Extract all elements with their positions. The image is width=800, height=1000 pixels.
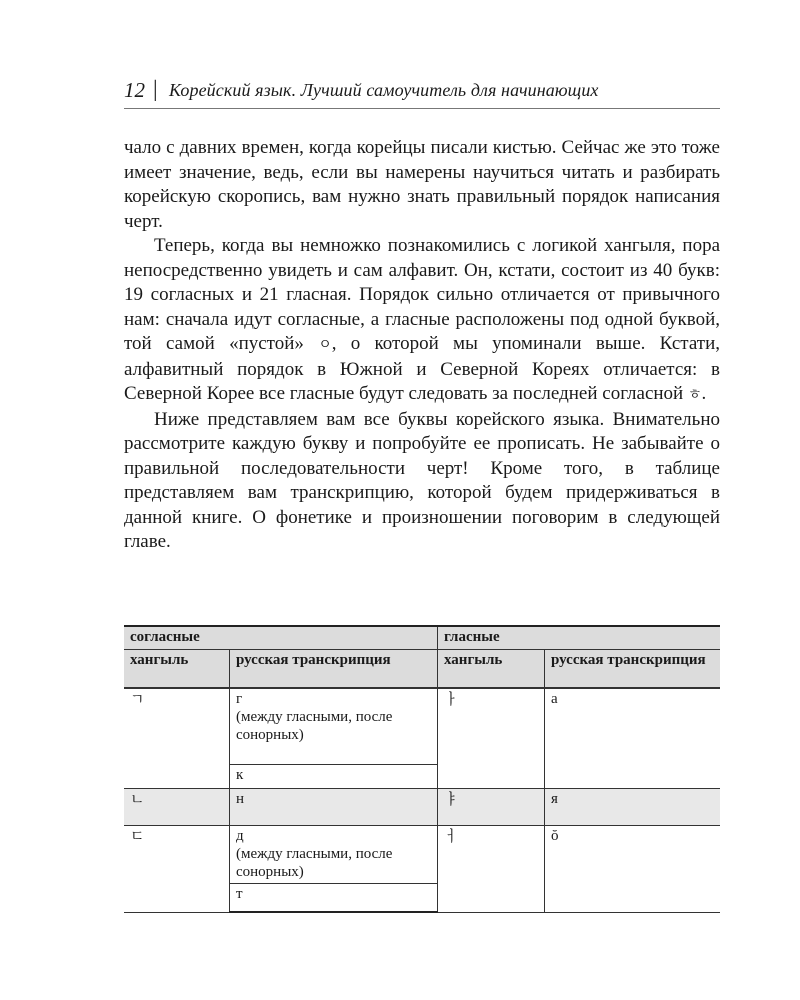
table-row (124, 688, 720, 765)
paragraph-2 (124, 234, 720, 408)
table-column-header (124, 650, 720, 689)
vowel-glyph: ㅓ (438, 826, 545, 913)
paragraph-1: чало с давних времен, когда корейцы писали кистью. Сейчас же это тоже имеет значение, ведь, если вы намерены научиться читать и разбирать корейскую скоропись, вам нужно знать правильный порядок написания черт. (124, 137, 720, 232)
transcription-alt: к (230, 765, 438, 789)
page-number: 12 (124, 78, 145, 102)
consonant-hangul-header: хангыль (124, 650, 230, 689)
vowel-transcription-header: русская транскрипция (545, 650, 721, 689)
consonant-transcription: н (230, 789, 438, 826)
paragraph-2-part-3: . (701, 383, 707, 404)
vowel-transcription: а (545, 688, 721, 789)
hangul-hieut-glyph: ㅎ (687, 387, 702, 403)
header-separator: | (153, 76, 158, 101)
hangul-ieung-glyph: ㅇ (318, 337, 332, 353)
vowel-hangul-header: хангыль (438, 650, 545, 689)
consonant-glyph: ㄷ (124, 826, 230, 913)
table-group-header (124, 626, 720, 650)
paragraph-2-part-2: , о которой мы упоминали выше. Кстати, алфавитный порядок в Южной и Северной Кореях отличается: в Северной Корее все гласные будут следовать за последней согласной (124, 333, 720, 404)
vowel-transcription: ŏ (545, 826, 721, 913)
transcription-main: г (236, 691, 243, 707)
vowel-glyph: ㅏ (438, 688, 545, 789)
vowel-transcription: я (545, 789, 721, 826)
book-title: Корейский язык. Лучший самоучитель для начинающих (169, 80, 599, 100)
paragraph-2-part-1: Теперь, когда вы немножко познакомились с логикой хангыля, пора непосредственно увидеть и сам алфавит. Он, кстати, состоит из 40 букв: 19 согласных и 21 гласная. Порядок сильно отличается от привычного нам: сначала идут согласные, а гласные расположены под одной буквой, той самой «пустой» (124, 235, 720, 354)
transcription-alt: т (230, 884, 438, 913)
vowel-glyph: ㅑ (438, 789, 545, 826)
transcription-note: (между гласными, после сонорных) (236, 846, 393, 880)
transcription-note: (между гласными, после сонорных) (236, 709, 393, 743)
vowels-group-label: гласные (438, 626, 721, 650)
alphabet-table (124, 625, 720, 913)
paragraph-3: Ниже представляем вам все буквы корейского языка. Внимательно рассмотрите каждую букву и попробуйте ее прописать. Не забывайте о правильной последовательности черт! Кроме того, в таблице представляем вам транскрипцию, которой будем придерживаться в данной книге. О фонетике и произношении поговорим в следующей главе. (124, 408, 720, 552)
consonant-transcription (230, 688, 438, 765)
consonants-group-label: согласные (124, 626, 438, 650)
transcription-main: д (236, 828, 244, 844)
body-text (124, 136, 720, 555)
running-header (124, 76, 720, 109)
table-row (124, 789, 720, 826)
consonant-transcription-header: русская транскрипция (230, 650, 438, 689)
table-row (124, 826, 720, 884)
consonant-transcription (230, 826, 438, 884)
consonant-glyph: ㄱ (124, 688, 230, 789)
consonant-glyph: ㄴ (124, 789, 230, 826)
